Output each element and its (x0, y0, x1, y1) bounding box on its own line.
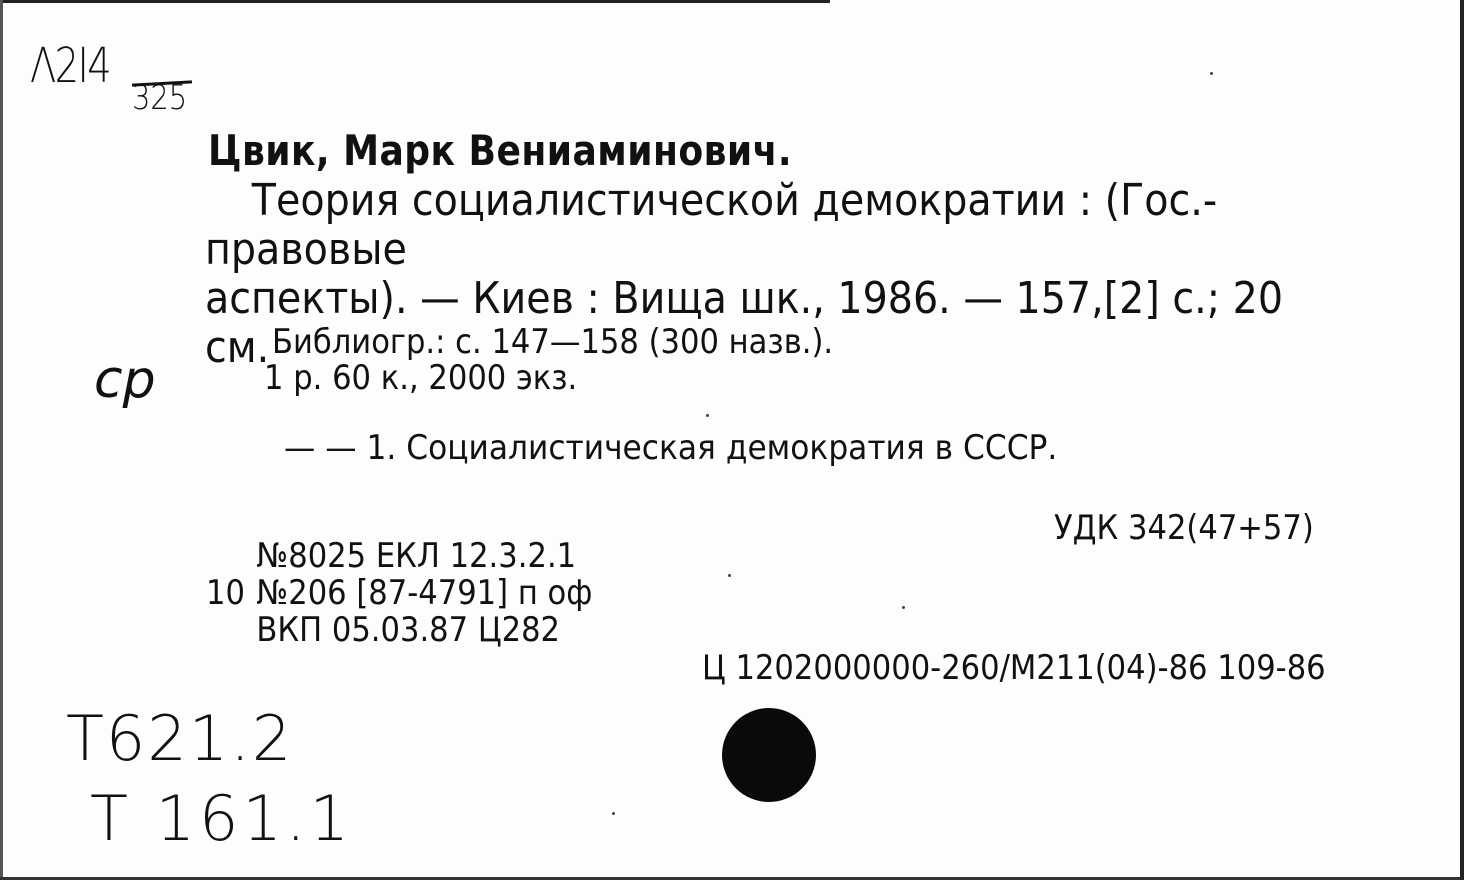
scan-speck (1210, 72, 1213, 75)
title-line-1: Теория социалистической демократии : (Гос.-правовые (205, 175, 1218, 275)
title-line-3: см. (205, 322, 270, 373)
udk-code: УДК 342(47+57) (1054, 508, 1314, 548)
handwritten-mark: ср (94, 350, 156, 410)
author-heading: Цвик, Марк Вениаминович. (208, 126, 793, 175)
bibliography-note: Библиогр.: с. 147—158 (300 назв.). (272, 322, 834, 362)
registry-line-2: №206 [87-4791] п оф (256, 573, 593, 613)
subject-heading: — — 1. Социалистическая демократия в СССР. (284, 428, 1058, 468)
handwritten-class-code-2: Т 161.1 (90, 782, 354, 855)
scan-speck (902, 606, 905, 609)
title-line-2: аспекты). — Киев : Вища шк., 1986. — 157,[2] с.; 20 (205, 273, 1284, 324)
punch-hole (722, 708, 816, 802)
registry-line-3: ВКП 05.03.87 Ц282 (256, 610, 561, 650)
handwritten-class-code-1: Т621.2 (66, 702, 294, 775)
registry-line-1: №8025 ЕКЛ 12.3.2.1 (256, 536, 577, 576)
scan-speck (706, 414, 709, 417)
handwritten-shelf-code: Λ2I4 (30, 38, 111, 94)
card-left-edge (0, 0, 3, 880)
registry-line-2-lead: 10 (206, 573, 245, 613)
registry-block (206, 538, 592, 649)
handwritten-shelf-sub: 325 (132, 78, 188, 118)
publisher-code: Ц 1202000000-260/М211(04)-86 109-86 (702, 648, 1326, 688)
scan-speck (612, 812, 615, 815)
price-note: 1 р. 60 к., 2000 экз. (264, 358, 578, 398)
scan-speck (728, 574, 731, 577)
